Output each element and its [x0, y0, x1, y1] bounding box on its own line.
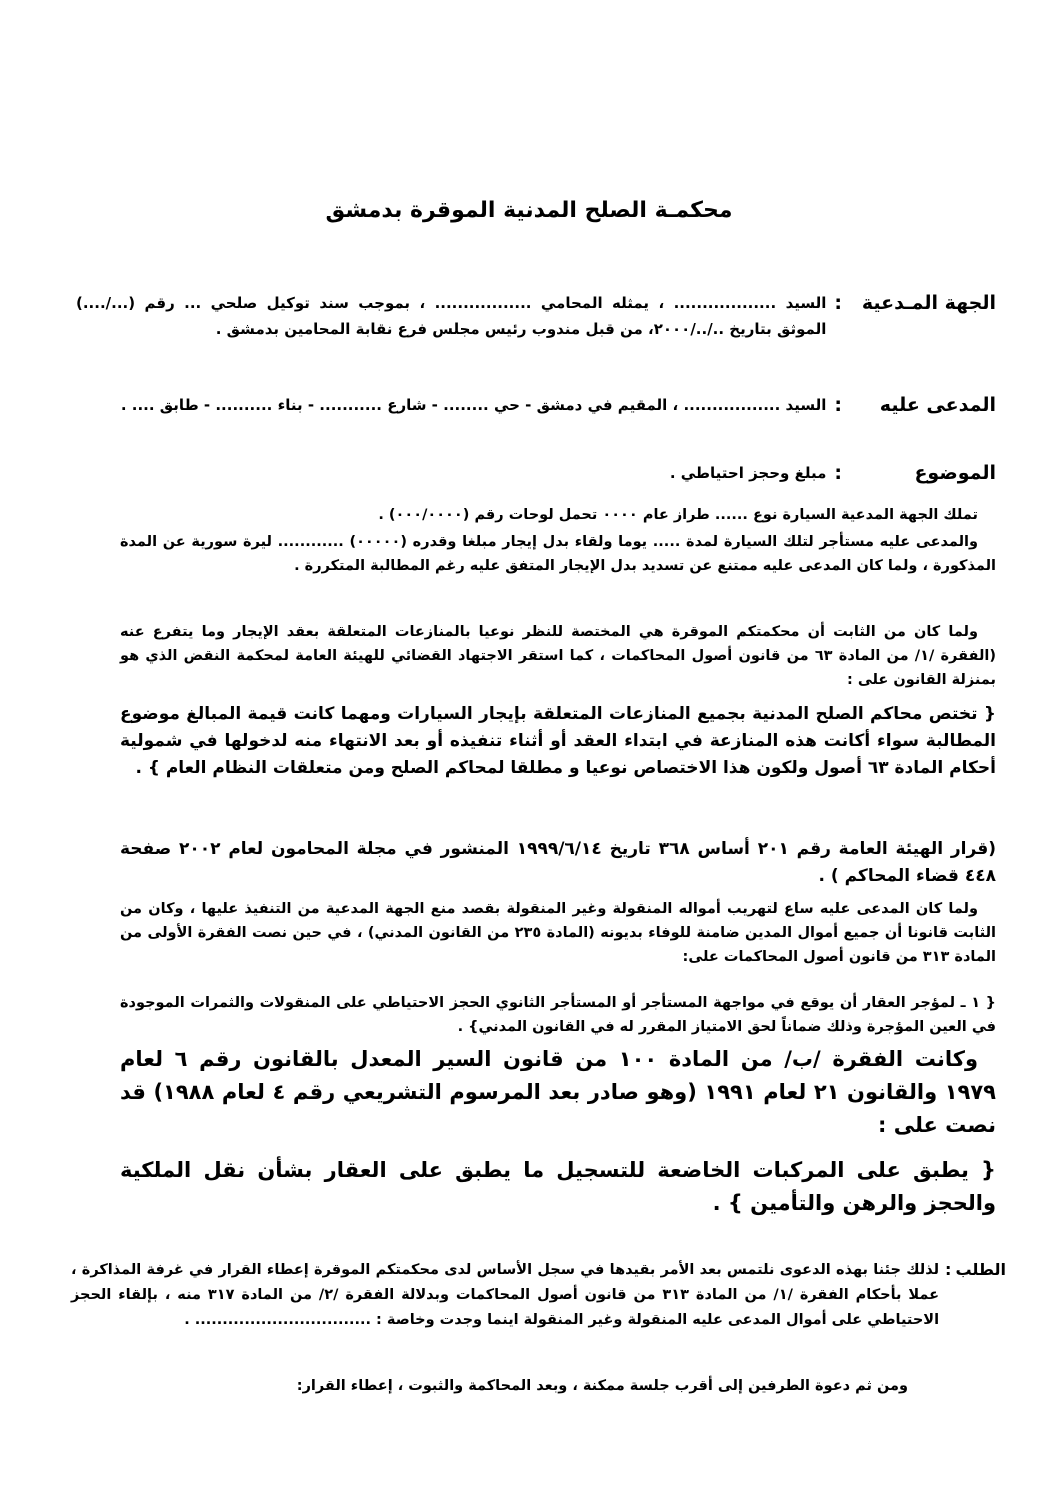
- plaintiff-text: السيد .................. ، يمثله المحامي ................. ، بموجب سند توكيل صلحي ... رقم (.../....) الموثق بتاريخ ../../٢٠٠٠، من قبل مندوب رئيس مجلس فرع نقابة المحامين بدمشق .: [76, 294, 827, 338]
- paragraph-ruling-citation: (قرار الهيئة العامة رقم ٢٠١ أساس ٣٦٨ تاريخ ١٩٩٩/٦/١٤ المنشور في مجلة المحامون لعام ٢٠٠٢ صفحة ٤٤٨ قضاء المحاكم ) .: [120, 839, 996, 886]
- defendant-label: المدعى عليه: [879, 394, 996, 416]
- request-colon: :: [945, 1260, 952, 1279]
- paragraph-vehicle-registration-quote: { يطبق على المركبات الخاضعة للتسجيل ما يطبق على العقار بشأن نقل الملكية والحجز والرهن والتأمين } .: [120, 1158, 996, 1215]
- subject-colon: :: [834, 462, 842, 484]
- paragraph-vehicle-ownership: تملك الجهة المدعية السيارة نوع ...... طراز عام ٠٠٠٠ تحمل لوحات رقم (٠٠٠/٠٠٠٠) .: [378, 507, 978, 523]
- defendant-section: [76, 392, 996, 418]
- subject-label: الموضوع: [914, 462, 996, 484]
- subject-text: مبلغ وحجز احتياطي .: [669, 464, 827, 482]
- paragraph-lease-claim: والمدعى عليه مستأجر لتلك السيارة لمدة ..... يوما ولقاء بدل إيجار مبلغا وقدره (٠٠٠٠٠) ............ ليرة سورية عن المدة المذكورة ، ولما كان المدعى عليه ممتنع عن تسديد بدل الإيجار المتفق عليه رغم المطالبة المتكررة .: [120, 534, 996, 574]
- subject-section: [76, 460, 996, 486]
- paragraph-traffic-law: وكانت الفقرة /ب/ من المادة ١٠٠ من قانون السير المعدل بالقانون رقم ٦ لعام ١٩٧٩ والقانون ٢١ لعام ١٩٩١ (وهو صادر بعد المرسوم التشريعي رقم ٤ لعام ١٩٨٨) قد نصت على :: [120, 1047, 996, 1137]
- plaintiff-label: الجهة المـدعية: [861, 292, 996, 314]
- defendant-text: السيد ................. ، المقيم في دمشق - حي ........ - شارع ........... - بناء .......... - طابق .... .: [120, 396, 827, 414]
- request-text: لذلك جئنا بهذه الدعوى نلتمس بعد الأمر بقيدها في سجل الأساس لدى محكمتكم الموقرة إعطاء القرار في غرفة المذاكرة ، عملا بأحكام الفقرة /١/ من المادة ٣١٣ من قانون أصول المحاكمات وبدلالة الفقرة /٢/ من المادة ٣١٧ منه ، بإلقاء الحجز الاحتياطي على أموال المدعى عليه المنقولة وغير المنقولة اينما وجدت وخاصة : ................................ .: [71, 1262, 940, 1328]
- request-closing: ومن ثم دعوة الطرفين إلى أقرب جلسة ممكنة ، وبعد المحاكمة والثبوت ، إعطاء القرار:: [296, 1378, 908, 1394]
- paragraph-court-ruling-quote: { تختص محاكم الصلح المدنية بجميع المنازعات المتعلقة بإيجار السيارات ومهما كانت قيمة المبالغ موضوع المطالبة سواء أكانت هذه المنازعة في ابتداء العقد أو أثناء تنفيذه أو بعد الانتهاء منه لدخولها في شمولية أحكام المادة ٦٣ أصول ولكون هذا الاختصاص نوعيا و مطلقا لمحاكم الصلح ومن متعلقات النظام العام } .: [120, 704, 996, 778]
- paragraph-landlord-seizure-quote: { ١ ـ لمؤجر العقار أن يوقع في مواجهة المستأجر أو المستأجر الثانوي الحجز الاحتياطي على المنقولات والثمرات الموجودة في العين المؤجرة وذلك ضماناً لحق الامتياز المقرر له في القانون المدني} .: [120, 995, 996, 1035]
- defendant-colon: :: [834, 394, 842, 416]
- request-label: الطلب: [955, 1260, 1006, 1279]
- document-title: محكمـة الصلح المدنية الموقرة بدمشق: [325, 198, 733, 223]
- paragraph-asset-smuggling: ولما كان المدعى عليه ساع لتهريب أمواله المنقولة وغير المنقولة بقصد منع الجهة المدعية من التنفيذ عليها ، وكان من الثابت قانونا أن جميع أموال المدين ضامنة للوفاء بديونه (المادة ٢٣٥ من القانون المدني) ، في حين نصت الفقرة الأولى من المادة ٣١٣ من قانون أصول المحاكمات على:: [120, 901, 996, 965]
- paragraph-jurisdiction: ولما كان من الثابت أن محكمتكم الموقرة هي المختصة للنظر نوعيا بالمنازعات المتعلقة بعقد الإيجار وما يتفرع عنه (الفقرة /١/ من المادة ٦٣ من قانون أصول المحاكمات ، كما استقر الاجتهاد القضائي للهيئة العامة لمحكمة النقض الذي هو بمنزلة القانون على :: [120, 624, 996, 688]
- plaintiff-section: [76, 290, 996, 342]
- plaintiff-colon: :: [834, 292, 842, 314]
- request-section: [71, 1258, 1006, 1333]
